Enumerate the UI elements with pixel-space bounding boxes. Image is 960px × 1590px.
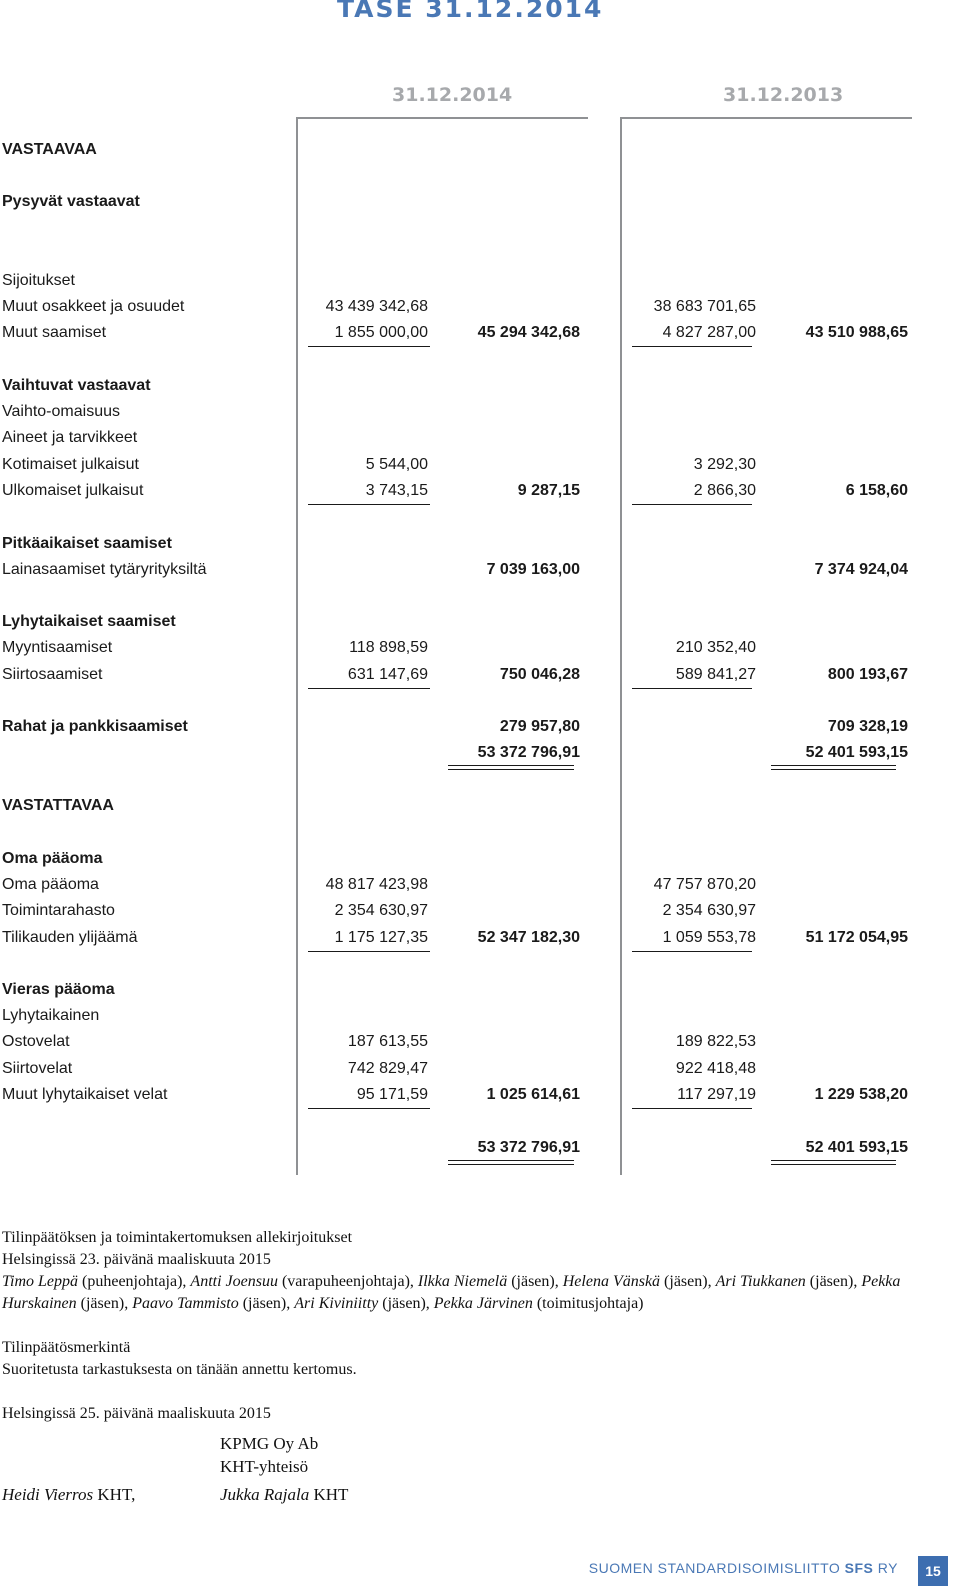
- subtotal-underline: [308, 504, 430, 505]
- cell-c1: 2 354 630,97: [334, 902, 428, 919]
- audit-firm-type: KHT-yhteisö: [220, 1457, 309, 1476]
- row-label: Lainasaamiset tytäryrityksiltä: [2, 561, 207, 578]
- total-double-underline: [771, 1160, 896, 1161]
- cell-c4: 800 193,67: [827, 666, 908, 683]
- row-label: Kotimaiset julkaisut: [2, 456, 139, 473]
- total-double-underline: [771, 765, 896, 766]
- table-row: [0, 1082, 960, 1108]
- section-heading: Vieras pääoma: [2, 981, 115, 998]
- cell-c3: 2 866,30: [693, 482, 756, 499]
- subtotal-underline: [632, 504, 752, 505]
- signatory-role: (jäsen),: [76, 1295, 133, 1312]
- subtotal-underline: [632, 951, 752, 952]
- section-heading: Pysyvät vastaavat: [2, 193, 140, 210]
- section-heading: Lyhytaikaiset saamiset: [2, 613, 176, 630]
- table-row: [0, 320, 960, 346]
- table-row: [0, 399, 960, 425]
- cell-c3: 2 354 630,97: [662, 902, 756, 919]
- signatory-name: Pekka Hurskainen: [2, 1273, 901, 1312]
- total-double-underline: [771, 1164, 896, 1165]
- cell-c2: 7 039 163,00: [486, 561, 580, 578]
- cell-c1: 1 855 000,00: [334, 324, 428, 341]
- total-double-underline: [448, 769, 574, 770]
- row-label: Siirtosaamiset: [2, 666, 103, 683]
- table-row: [0, 478, 960, 504]
- total-double-underline: [771, 769, 896, 770]
- cell-c1: 95 171,59: [356, 1086, 428, 1103]
- auditor-2-title: KHT: [309, 1485, 349, 1504]
- section-heading: Rahat ja pankkisaamiset: [2, 718, 188, 735]
- cell-c4: 1 229 538,20: [814, 1086, 908, 1103]
- total-double-underline: [448, 1164, 574, 1165]
- row-label: Lyhytaikainen: [2, 1007, 100, 1024]
- cell-c2: 750 046,28: [499, 666, 580, 683]
- page-number: 15: [918, 1556, 948, 1586]
- table-row: [0, 609, 960, 635]
- signatory-role: (jäsen),: [378, 1295, 434, 1312]
- sfs-logo: SFS: [844, 1560, 874, 1576]
- row-label: Siirtovelat: [2, 1060, 73, 1077]
- signatory-name: Ilkka Niemelä: [417, 1273, 508, 1290]
- cell-c2: 1 025 614,61: [486, 1086, 580, 1103]
- cell-c2: 53 372 796,91: [477, 744, 580, 761]
- row-label: Muut saamiset: [2, 324, 107, 341]
- table-row: [0, 373, 960, 399]
- cell-c4: 709 328,19: [827, 718, 908, 735]
- subtotal-underline: [308, 951, 430, 952]
- column-header-2013: 31.12.2013: [723, 84, 844, 106]
- column-frame-top-2014: [296, 117, 588, 119]
- table-row: [0, 635, 960, 661]
- cell-c1: 1 175 127,35: [334, 929, 428, 946]
- table-row: [0, 1003, 960, 1029]
- signatory-role: (puheenjohtaja),: [78, 1273, 191, 1290]
- signatory-name: Antti Joensuu: [190, 1273, 278, 1290]
- publisher-suffix: RY: [877, 1560, 898, 1576]
- cell-c1: 3 743,15: [365, 482, 428, 499]
- table-row: [0, 898, 960, 924]
- cell-c4: 52 401 593,15: [805, 744, 908, 761]
- row-label: Sijoitukset: [2, 272, 75, 289]
- table-row: [0, 452, 960, 478]
- signatory-name: Pekka Järvinen: [433, 1295, 533, 1312]
- table-row: [0, 1135, 960, 1161]
- table-row: [0, 793, 960, 819]
- audit-place-date: Helsingissä 25. päivänä maaliskuuta 2015: [2, 1405, 271, 1422]
- signatures-date: Helsingissä 23. päivänä maaliskuuta 2015: [2, 1251, 271, 1268]
- cell-c1: 187 613,55: [347, 1033, 428, 1050]
- table-row: [0, 1056, 960, 1082]
- cell-c2: 53 372 796,91: [477, 1139, 580, 1156]
- audit-note-text: Suoritetusta tarkastuksesta on tänään annettu kertomus.: [2, 1361, 357, 1378]
- signatory-role: (jäsen),: [238, 1295, 295, 1312]
- table-row: [0, 557, 960, 583]
- table-row: [0, 189, 960, 215]
- subtotal-underline: [632, 688, 752, 689]
- table-row: [0, 846, 960, 872]
- signatory-name: Paavo Tammisto: [132, 1295, 239, 1312]
- cell-c3: 3 292,30: [693, 456, 756, 473]
- signatory-name: Ari Tiukkanen: [715, 1273, 806, 1290]
- cell-c2: 279 957,80: [499, 718, 580, 735]
- table-row: [0, 425, 960, 451]
- cell-c1: 118 898,59: [349, 639, 428, 656]
- cell-c1: 742 829,47: [347, 1060, 428, 1077]
- cell-c2: 9 287,15: [517, 482, 580, 499]
- table-row: [0, 740, 960, 766]
- publisher-name: SUOMEN STANDARDISOIMISLIITTO: [588, 1560, 841, 1576]
- cell-c1: 631 147,69: [347, 666, 428, 683]
- table-row: [0, 977, 960, 1003]
- section-heading: VASTAAVAA: [2, 141, 97, 158]
- row-label: Toimintarahasto: [2, 902, 115, 919]
- section-heading: Pitkäaikaiset saamiset: [2, 535, 172, 552]
- cell-c4: 43 510 988,65: [805, 324, 908, 341]
- cell-c3: 47 757 870,20: [653, 876, 756, 893]
- cell-c1: 5 544,00: [365, 456, 428, 473]
- table-row: [0, 714, 960, 740]
- auditor-1-title: KHT,: [93, 1485, 136, 1504]
- row-label: Vaihto-omaisuus: [2, 403, 120, 420]
- audit-firm: KPMG Oy Ab: [220, 1434, 319, 1453]
- signatory-role: (toimitusjohtaja): [532, 1295, 644, 1312]
- row-label: Ostovelat: [2, 1033, 70, 1050]
- table-row: [0, 872, 960, 898]
- auditor-2-name: Jukka Rajala: [220, 1485, 310, 1504]
- signatory-role: (varapuheenjohtaja),: [277, 1273, 418, 1290]
- page-title: TASE 31.12.2014: [337, 0, 604, 23]
- signatures-heading: Tilinpäätöksen ja toimintakertomuksen allekirjoitukset: [2, 1229, 353, 1246]
- subtotal-underline: [632, 1108, 752, 1109]
- signatory-name: Timo Leppä: [2, 1273, 79, 1290]
- section-heading: Oma pääoma: [2, 850, 103, 867]
- row-label: Aineet ja tarvikkeet: [2, 429, 138, 446]
- section-heading: VASTATTAVAA: [2, 797, 114, 814]
- table-row: [0, 294, 960, 320]
- subtotal-underline: [308, 1108, 430, 1109]
- row-label: Ulkomaiset julkaisut: [2, 482, 144, 499]
- signatures-block: [2, 1227, 922, 1425]
- signatory-role: (jäsen),: [507, 1273, 563, 1290]
- table-row: [0, 662, 960, 688]
- cell-c3: 4 827 287,00: [662, 324, 756, 341]
- column-header-2014: 31.12.2014: [392, 84, 513, 106]
- cell-c3: 589 841,27: [675, 666, 756, 683]
- cell-c4: 6 158,60: [845, 482, 908, 499]
- row-label: Oma pääoma: [2, 876, 99, 893]
- subtotal-underline: [632, 346, 752, 347]
- cell-c3: 117 297,19: [677, 1086, 756, 1103]
- total-double-underline: [448, 765, 574, 766]
- signatory-role: (jäsen),: [805, 1273, 862, 1290]
- section-heading: Vaihtuvat vastaavat: [2, 377, 151, 394]
- row-label: Tilikauden ylijäämä: [2, 929, 138, 946]
- cell-c4: 52 401 593,15: [805, 1139, 908, 1156]
- audit-note-heading: Tilinpäätösmerkintä: [2, 1339, 131, 1356]
- cell-c4: 7 374 924,04: [814, 561, 908, 578]
- cell-c3: 189 822,53: [675, 1033, 756, 1050]
- table-row: [0, 137, 960, 163]
- cell-c3: 922 418,48: [675, 1060, 756, 1077]
- column-frame-top-2013: [620, 117, 912, 119]
- table-row: [0, 268, 960, 294]
- row-label: Myyntisaamiset: [2, 639, 113, 656]
- signatory-name: Helena Vänskä: [562, 1273, 661, 1290]
- cell-c3: 1 059 553,78: [662, 929, 756, 946]
- cell-c2: 45 294 342,68: [477, 324, 580, 341]
- row-label: Muut lyhytaikaiset velat: [2, 1086, 168, 1103]
- auditor-2: [220, 1485, 348, 1505]
- table-row: [0, 925, 960, 951]
- row-label: Muut osakkeet ja osuudet: [2, 298, 185, 315]
- auditor-1-name: Heidi Vierros: [2, 1485, 94, 1504]
- signatories-list: [2, 1271, 922, 1315]
- cell-c1: 43 439 342,68: [325, 298, 428, 315]
- cell-c2: 52 347 182,30: [477, 929, 580, 946]
- signatory-name: Ari Kiviniitty: [294, 1295, 379, 1312]
- publisher-brand: [589, 1560, 898, 1576]
- cell-c1: 48 817 423,98: [325, 876, 428, 893]
- table-row: [0, 1029, 960, 1055]
- cell-c4: 51 172 054,95: [805, 929, 908, 946]
- auditor-1: [2, 1485, 135, 1505]
- subtotal-underline: [308, 346, 430, 347]
- subtotal-underline: [308, 688, 430, 689]
- signatory-role: (jäsen),: [660, 1273, 716, 1290]
- cell-c3: 210 352,40: [675, 639, 756, 656]
- table-row: [0, 531, 960, 557]
- cell-c3: 38 683 701,65: [653, 298, 756, 315]
- total-double-underline: [448, 1160, 574, 1161]
